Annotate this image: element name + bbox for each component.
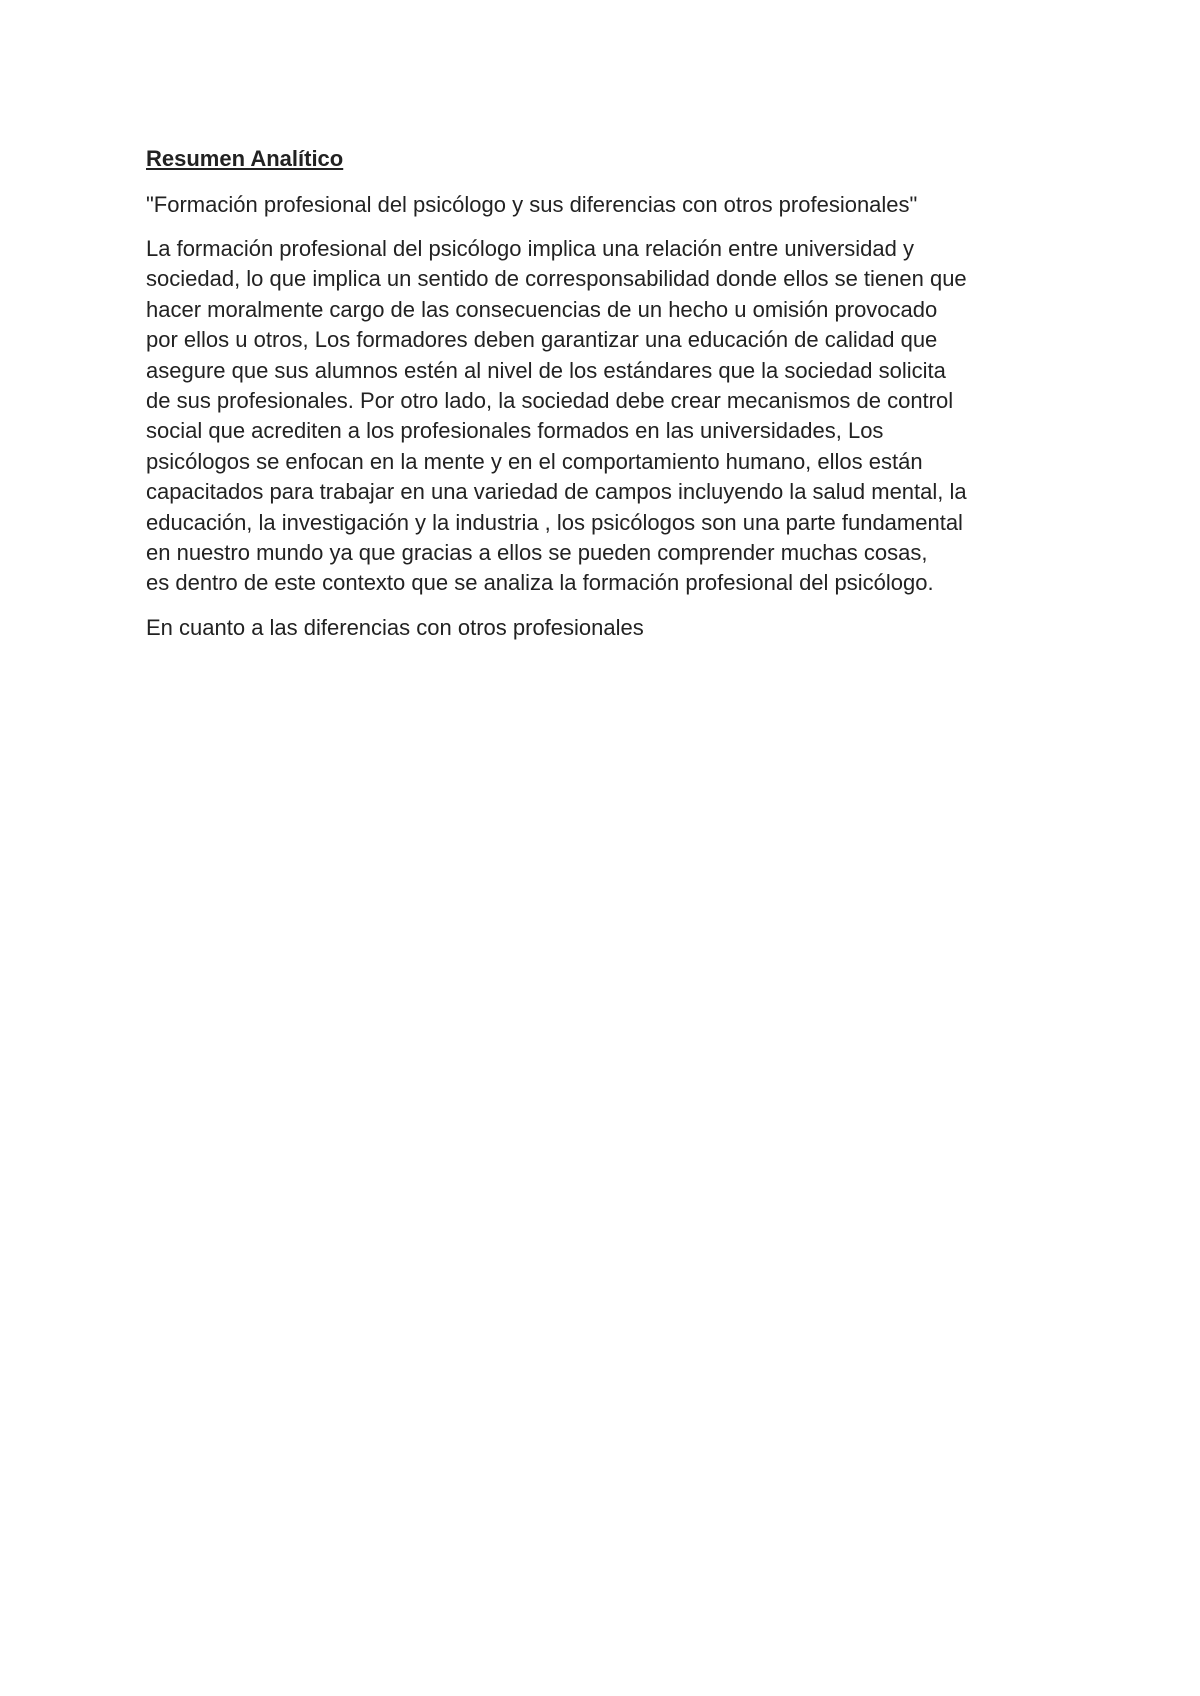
document-subtitle: "Formación profesional del psicólogo y sus diferencias con otros profesionales" [146, 192, 918, 217]
body-line: en nuestro mundo ya que gracias a ellos se pueden comprender muchas cosas, [146, 540, 928, 566]
body-paragraph [146, 234, 1066, 599]
body-line: social que acrediten a los profesionales formados en las universidades, Los [146, 418, 884, 444]
body-line: capacitados para trabajar en una variedad de campos incluyendo la salud mental, la [146, 479, 967, 505]
body-line: educación, la investigación y la industria , los psicólogos son una parte fundamental [146, 509, 963, 535]
document-content [146, 142, 1066, 645]
body-line: sociedad, lo que implica un sentido de corresponsabilidad donde ellos se tienen que [146, 266, 967, 292]
body-line: La formación profesional del psicólogo implica una relación entre universidad y [146, 236, 914, 261]
body-line: asegure que sus alumnos estén al nivel de los estándares que la sociedad solicita [146, 357, 946, 383]
body-line: hacer moralmente cargo de las consecuencias de un hecho u omisión provocado [146, 296, 938, 322]
closing-line: En cuanto a las diferencias con otros profesionales [146, 614, 644, 640]
body-line: psicólogos se enfocan en la mente y en el comportamiento humano, ellos están [146, 448, 923, 474]
body-line: de sus profesionales. Por otro lado, la sociedad debe crear mecanismos de control [146, 388, 954, 414]
body-line: es dentro de este contexto que se analiza la formación profesional del psicólogo. [146, 570, 934, 596]
document-title: Resumen Analítico [146, 146, 344, 171]
body-line: por ellos u otros, Los formadores deben garantizar una educación de calidad que [146, 327, 938, 353]
